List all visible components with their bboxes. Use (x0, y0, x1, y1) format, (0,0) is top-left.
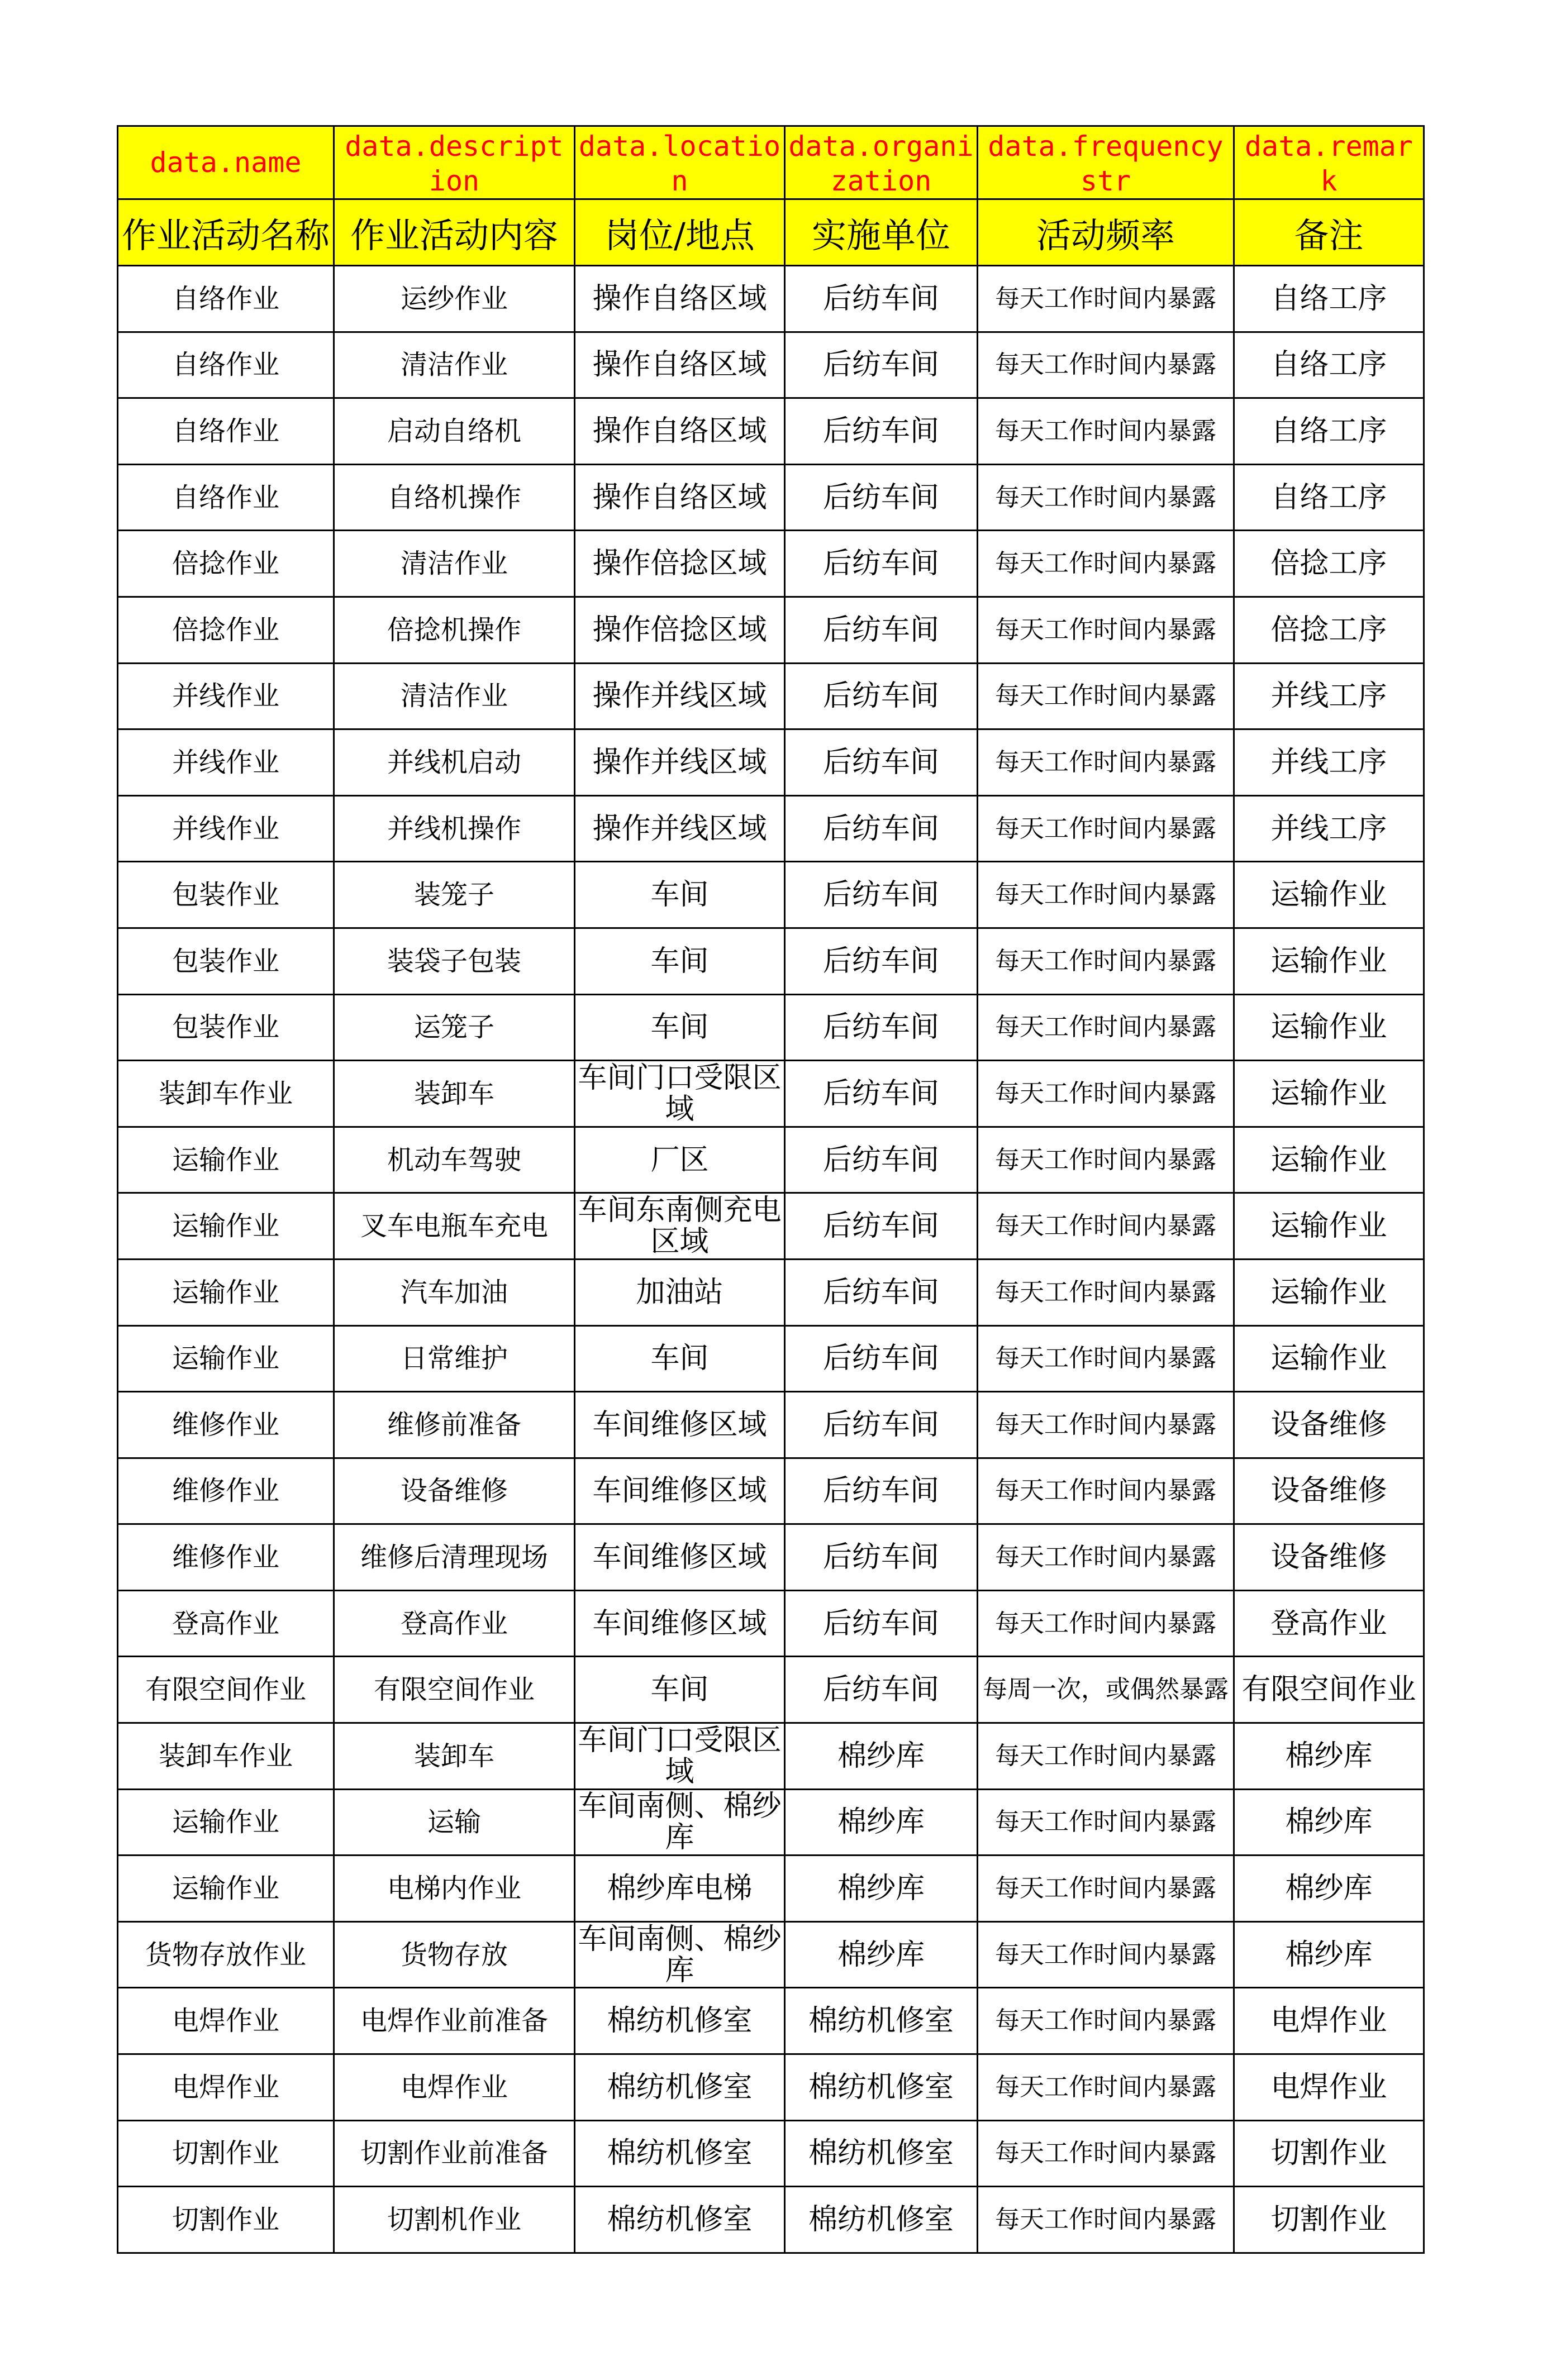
cell-location[interactable]: 厂区 (575, 1127, 785, 1193)
cell-name[interactable]: 运输作业 (118, 1856, 334, 1922)
cell-organization[interactable]: 后纺车间 (785, 1458, 978, 1524)
cell-description[interactable]: 叉车电瓶车充电 (334, 1193, 575, 1260)
cell-description[interactable]: 运笼子 (334, 994, 575, 1061)
cell-organization[interactable]: 后纺车间 (785, 1657, 978, 1723)
cell-remark[interactable]: 电焊作业 (1234, 1988, 1424, 2054)
cell-frequency[interactable]: 每天工作时间内暴露 (978, 1921, 1234, 1988)
cell-description[interactable]: 切割作业前准备 (334, 2120, 575, 2187)
cell-location[interactable]: 车间门口受限区域 (575, 1723, 785, 1790)
cell-name[interactable]: 运输作业 (118, 1789, 334, 1856)
table-row (118, 531, 1424, 597)
cell-description[interactable]: 自络机操作 (334, 464, 575, 531)
cell-name[interactable]: 维修作业 (118, 1392, 334, 1458)
table-row (118, 332, 1424, 398)
cell-description[interactable]: 有限空间作业 (334, 1657, 575, 1723)
cell-name[interactable]: 倍捻作业 (118, 531, 334, 597)
cell-location[interactable]: 棉纺机修室 (575, 2120, 785, 2187)
cell-description[interactable]: 装袋子包装 (334, 928, 575, 994)
cell-frequency[interactable]: 每天工作时间内暴露 (978, 1127, 1234, 1193)
cell-description[interactable]: 维修前准备 (334, 1392, 575, 1458)
cell-description[interactable]: 并线机启动 (334, 729, 575, 796)
table-row (118, 1723, 1424, 1790)
cell-name[interactable]: 包装作业 (118, 928, 334, 994)
cell-location[interactable]: 车间 (575, 994, 785, 1061)
cell-description[interactable]: 设备维修 (334, 1458, 575, 1524)
column-header-frequency[interactable]: 活动频率 (978, 199, 1234, 266)
cell-frequency[interactable]: 每天工作时间内暴露 (978, 2187, 1234, 2253)
cell-description[interactable]: 清洁作业 (334, 531, 575, 597)
cell-name[interactable]: 切割作业 (118, 2120, 334, 2187)
table-body (118, 126, 1424, 2253)
cell-remark[interactable]: 运输作业 (1234, 928, 1424, 994)
field-key-location[interactable]: data.location (575, 126, 785, 199)
table-row (118, 1458, 1424, 1524)
cell-description[interactable]: 运纱作业 (334, 266, 575, 332)
cell-frequency[interactable]: 每天工作时间内暴露 (978, 1856, 1234, 1922)
cell-organization[interactable]: 棉纺机修室 (785, 2054, 978, 2121)
cell-remark[interactable]: 切割作业 (1234, 2120, 1424, 2187)
cell-description[interactable]: 登高作业 (334, 1590, 575, 1657)
cell-location[interactable]: 棉纱库电梯 (575, 1856, 785, 1922)
cell-name[interactable]: 运输作业 (118, 1127, 334, 1193)
cell-location[interactable]: 车间 (575, 1325, 785, 1392)
cell-location[interactable]: 棉纺机修室 (575, 2054, 785, 2121)
cell-location[interactable]: 车间南侧、棉纱库 (575, 1789, 785, 1856)
field-key-frequency[interactable]: data.frequencystr (978, 126, 1234, 199)
cell-description[interactable]: 切割机作业 (334, 2187, 575, 2253)
cell-location[interactable]: 车间 (575, 862, 785, 928)
cell-description[interactable]: 装笼子 (334, 862, 575, 928)
cell-name[interactable]: 自络作业 (118, 398, 334, 465)
table-row (118, 862, 1424, 928)
field-key-name[interactable]: data.name (118, 126, 334, 199)
cell-remark[interactable]: 切割作业 (1234, 2187, 1424, 2253)
cell-organization[interactable]: 后纺车间 (785, 1061, 978, 1127)
cell-name[interactable]: 登高作业 (118, 1590, 334, 1657)
cell-organization[interactable]: 后纺车间 (785, 1590, 978, 1657)
table-row (118, 2120, 1424, 2187)
cell-description[interactable]: 汽车加油 (334, 1259, 575, 1325)
cell-remark[interactable]: 自络工序 (1234, 464, 1424, 531)
table-row (118, 2187, 1424, 2253)
table-row (118, 1856, 1424, 1922)
cell-location[interactable]: 车间 (575, 928, 785, 994)
cell-description[interactable]: 并线机操作 (334, 795, 575, 862)
table-row (118, 464, 1424, 531)
cell-remark[interactable]: 自络工序 (1234, 332, 1424, 398)
column-header-remark[interactable]: 备注 (1234, 199, 1424, 266)
cell-frequency[interactable]: 每天工作时间内暴露 (978, 1524, 1234, 1591)
cell-name[interactable]: 自络作业 (118, 332, 334, 398)
cell-description[interactable]: 运输 (334, 1789, 575, 1856)
cell-frequency[interactable]: 每天工作时间内暴露 (978, 1789, 1234, 1856)
cell-name[interactable]: 倍捻作业 (118, 597, 334, 663)
cell-description[interactable]: 装卸车 (334, 1723, 575, 1790)
column-header-name[interactable]: 作业活动名称 (118, 199, 334, 266)
activity-table (117, 125, 1425, 2254)
cell-location[interactable]: 车间门口受限区域 (575, 1061, 785, 1127)
cell-remark[interactable]: 运输作业 (1234, 1127, 1424, 1193)
cell-remark[interactable]: 电焊作业 (1234, 2054, 1424, 2121)
cell-organization[interactable]: 后纺车间 (785, 464, 978, 531)
cell-organization[interactable]: 后纺车间 (785, 1193, 978, 1260)
table-row (118, 2054, 1424, 2121)
cell-description[interactable]: 启动自络机 (334, 398, 575, 465)
cell-organization[interactable]: 后纺车间 (785, 862, 978, 928)
table-row (118, 1524, 1424, 1591)
cell-description[interactable]: 电梯内作业 (334, 1856, 575, 1922)
cell-frequency[interactable]: 每天工作时间内暴露 (978, 1458, 1234, 1524)
cell-description[interactable]: 装卸车 (334, 1061, 575, 1127)
cell-organization[interactable]: 后纺车间 (785, 928, 978, 994)
cell-organization[interactable]: 后纺车间 (785, 1259, 978, 1325)
cell-name[interactable]: 自络作业 (118, 266, 334, 332)
cell-name[interactable]: 维修作业 (118, 1458, 334, 1524)
column-header-row (118, 199, 1424, 266)
cell-organization[interactable]: 后纺车间 (785, 1392, 978, 1458)
cell-organization[interactable]: 棉纺机修室 (785, 2120, 978, 2187)
table-row (118, 994, 1424, 1061)
cell-remark[interactable]: 设备维修 (1234, 1458, 1424, 1524)
cell-frequency[interactable]: 每天工作时间内暴露 (978, 1325, 1234, 1392)
cell-frequency[interactable]: 每天工作时间内暴露 (978, 2120, 1234, 2187)
cell-location[interactable]: 车间维修区域 (575, 1590, 785, 1657)
table-row (118, 795, 1424, 862)
cell-organization[interactable]: 棉纺机修室 (785, 1988, 978, 2054)
cell-location[interactable]: 操作倍捻区域 (575, 597, 785, 663)
cell-location[interactable]: 车间 (575, 1657, 785, 1723)
cell-remark[interactable]: 运输作业 (1234, 1325, 1424, 1392)
column-header-location[interactable]: 岗位/地点 (575, 199, 785, 266)
cell-location[interactable]: 车间南侧、棉纱库 (575, 1921, 785, 1988)
cell-name[interactable]: 并线作业 (118, 729, 334, 796)
cell-remark[interactable]: 并线工序 (1234, 729, 1424, 796)
cell-remark[interactable]: 设备维修 (1234, 1524, 1424, 1591)
cell-location[interactable]: 车间维修区域 (575, 1392, 785, 1458)
cell-organization[interactable]: 后纺车间 (785, 266, 978, 332)
table-row (118, 1127, 1424, 1193)
table-row (118, 266, 1424, 332)
cell-location[interactable]: 操作并线区域 (575, 729, 785, 796)
cell-location[interactable]: 加油站 (575, 1259, 785, 1325)
cell-remark[interactable]: 运输作业 (1234, 1061, 1424, 1127)
cell-name[interactable]: 有限空间作业 (118, 1657, 334, 1723)
cell-frequency[interactable]: 每天工作时间内暴露 (978, 597, 1234, 663)
field-key-remark[interactable]: data.remark (1234, 126, 1424, 199)
cell-remark[interactable]: 运输作业 (1234, 1259, 1424, 1325)
cell-frequency[interactable]: 每天工作时间内暴露 (978, 464, 1234, 531)
cell-frequency[interactable]: 每天工作时间内暴露 (978, 531, 1234, 597)
cell-name[interactable]: 包装作业 (118, 862, 334, 928)
cell-remark[interactable]: 棉纱库 (1234, 1921, 1424, 1988)
cell-frequency[interactable]: 每天工作时间内暴露 (978, 994, 1234, 1061)
table-row (118, 928, 1424, 994)
cell-frequency[interactable]: 每天工作时间内暴露 (978, 1590, 1234, 1657)
cell-remark[interactable]: 有限空间作业 (1234, 1657, 1424, 1723)
cell-location[interactable]: 操作倍捻区域 (575, 531, 785, 597)
cell-name[interactable]: 自络作业 (118, 464, 334, 531)
cell-organization[interactable]: 棉纱库 (785, 1856, 978, 1922)
table-row (118, 398, 1424, 465)
cell-description[interactable]: 机动车驾驶 (334, 1127, 575, 1193)
cell-remark[interactable]: 运输作业 (1234, 994, 1424, 1061)
field-key-organization[interactable]: data.organization (785, 126, 978, 199)
table-row (118, 663, 1424, 729)
cell-frequency[interactable]: 每天工作时间内暴露 (978, 1988, 1234, 2054)
cell-location[interactable]: 车间东南侧充电区域 (575, 1193, 785, 1260)
cell-remark[interactable]: 运输作业 (1234, 862, 1424, 928)
cell-description[interactable]: 清洁作业 (334, 332, 575, 398)
cell-remark[interactable]: 并线工序 (1234, 795, 1424, 862)
cell-organization[interactable]: 后纺车间 (785, 663, 978, 729)
table-row (118, 1325, 1424, 1392)
cell-remark[interactable]: 棉纱库 (1234, 1789, 1424, 1856)
table-row (118, 1988, 1424, 2054)
cell-remark[interactable]: 自络工序 (1234, 398, 1424, 465)
cell-frequency[interactable]: 每天工作时间内暴露 (978, 1061, 1234, 1127)
table-row (118, 1657, 1424, 1723)
cell-name[interactable]: 运输作业 (118, 1259, 334, 1325)
cell-frequency[interactable]: 每天工作时间内暴露 (978, 332, 1234, 398)
cell-frequency[interactable]: 每天工作时间内暴露 (978, 1259, 1234, 1325)
cell-remark[interactable]: 并线工序 (1234, 663, 1424, 729)
table-row (118, 1259, 1424, 1325)
table-row (118, 1789, 1424, 1856)
cell-organization[interactable]: 后纺车间 (785, 795, 978, 862)
cell-location[interactable]: 棉纺机修室 (575, 2187, 785, 2253)
cell-remark[interactable]: 运输作业 (1234, 1193, 1424, 1260)
cell-name[interactable]: 并线作业 (118, 795, 334, 862)
cell-frequency[interactable]: 每天工作时间内暴露 (978, 928, 1234, 994)
cell-description[interactable]: 电焊作业前准备 (334, 1988, 575, 2054)
cell-frequency[interactable]: 每天工作时间内暴露 (978, 729, 1234, 796)
cell-organization[interactable]: 后纺车间 (785, 597, 978, 663)
cell-frequency[interactable]: 每天工作时间内暴露 (978, 1723, 1234, 1790)
column-header-organization[interactable]: 实施单位 (785, 199, 978, 266)
table-row (118, 1392, 1424, 1458)
cell-remark[interactable]: 登高作业 (1234, 1590, 1424, 1657)
cell-name[interactable]: 并线作业 (118, 663, 334, 729)
cell-description[interactable]: 货物存放 (334, 1921, 575, 1988)
cell-location[interactable]: 操作并线区域 (575, 663, 785, 729)
cell-organization[interactable]: 后纺车间 (785, 398, 978, 465)
cell-frequency[interactable]: 每天工作时间内暴露 (978, 1193, 1234, 1260)
cell-description[interactable]: 倍捻机操作 (334, 597, 575, 663)
cell-remark[interactable]: 自络工序 (1234, 266, 1424, 332)
cell-location[interactable]: 车间维修区域 (575, 1458, 785, 1524)
cell-remark[interactable]: 棉纱库 (1234, 1856, 1424, 1922)
cell-frequency[interactable]: 每天工作时间内暴露 (978, 862, 1234, 928)
cell-name[interactable]: 电焊作业 (118, 1988, 334, 2054)
cell-description[interactable]: 清洁作业 (334, 663, 575, 729)
cell-name[interactable]: 装卸车作业 (118, 1061, 334, 1127)
cell-frequency[interactable]: 每周一次，或偶然暴露 (978, 1657, 1234, 1723)
cell-description[interactable]: 日常维护 (334, 1325, 575, 1392)
cell-frequency[interactable]: 每天工作时间内暴露 (978, 1392, 1234, 1458)
cell-organization[interactable]: 棉纱库 (785, 1921, 978, 1988)
cell-name[interactable]: 包装作业 (118, 994, 334, 1061)
cell-location[interactable]: 棉纺机修室 (575, 1988, 785, 2054)
cell-name[interactable]: 货物存放作业 (118, 1921, 334, 1988)
cell-frequency[interactable]: 每天工作时间内暴露 (978, 795, 1234, 862)
table-row (118, 1590, 1424, 1657)
cell-frequency[interactable]: 每天工作时间内暴露 (978, 2054, 1234, 2121)
field-key-description[interactable]: data.description (334, 126, 575, 199)
cell-name[interactable]: 运输作业 (118, 1325, 334, 1392)
cell-organization[interactable]: 后纺车间 (785, 1325, 978, 1392)
cell-location[interactable]: 车间维修区域 (575, 1524, 785, 1591)
cell-frequency[interactable]: 每天工作时间内暴露 (978, 398, 1234, 465)
cell-name[interactable]: 切割作业 (118, 2187, 334, 2253)
cell-location[interactable]: 操作自络区域 (575, 464, 785, 531)
cell-location[interactable]: 操作并线区域 (575, 795, 785, 862)
field-key-row (118, 126, 1424, 199)
cell-organization[interactable]: 棉纱库 (785, 1789, 978, 1856)
cell-description[interactable]: 电焊作业 (334, 2054, 575, 2121)
cell-organization[interactable]: 后纺车间 (785, 332, 978, 398)
table-row (118, 1193, 1424, 1260)
cell-description[interactable]: 维修后清理现场 (334, 1524, 575, 1591)
table-row (118, 1061, 1424, 1127)
cell-frequency[interactable]: 每天工作时间内暴露 (978, 266, 1234, 332)
cell-organization[interactable]: 后纺车间 (785, 1127, 978, 1193)
table-row (118, 597, 1424, 663)
cell-organization[interactable]: 后纺车间 (785, 1524, 978, 1591)
cell-name[interactable]: 电焊作业 (118, 2054, 334, 2121)
cell-name[interactable]: 装卸车作业 (118, 1723, 334, 1790)
cell-remark[interactable]: 倍捻工序 (1234, 597, 1424, 663)
cell-name[interactable]: 运输作业 (118, 1193, 334, 1260)
cell-organization[interactable]: 后纺车间 (785, 531, 978, 597)
cell-organization[interactable]: 后纺车间 (785, 729, 978, 796)
cell-remark[interactable]: 棉纱库 (1234, 1723, 1424, 1790)
cell-location[interactable]: 操作自络区域 (575, 398, 785, 465)
cell-name[interactable]: 维修作业 (118, 1524, 334, 1591)
table-row (118, 729, 1424, 796)
cell-remark[interactable]: 倍捻工序 (1234, 531, 1424, 597)
cell-organization[interactable]: 棉纱库 (785, 1723, 978, 1790)
cell-location[interactable]: 操作自络区域 (575, 332, 785, 398)
column-header-description[interactable]: 作业活动内容 (334, 199, 575, 266)
cell-organization[interactable]: 棉纺机修室 (785, 2187, 978, 2253)
cell-location[interactable]: 操作自络区域 (575, 266, 785, 332)
table-row (118, 1921, 1424, 1988)
cell-organization[interactable]: 后纺车间 (785, 994, 978, 1061)
cell-remark[interactable]: 设备维修 (1234, 1392, 1424, 1458)
cell-frequency[interactable]: 每天工作时间内暴露 (978, 663, 1234, 729)
